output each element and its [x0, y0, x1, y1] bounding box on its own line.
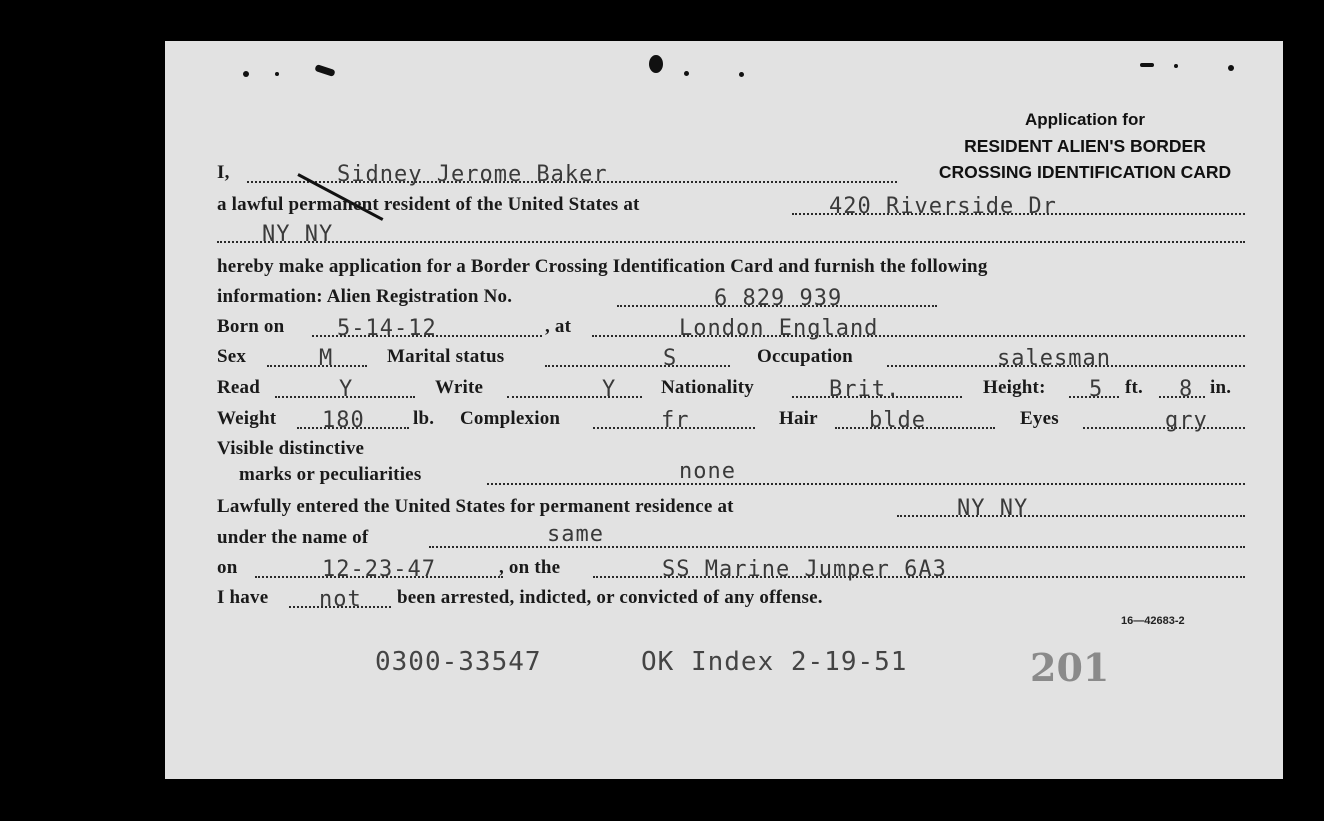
label-i-have: I have [217, 587, 269, 608]
label-ft: ft. [1125, 377, 1144, 398]
height-feet: 5 [1089, 377, 1104, 402]
speck [684, 71, 689, 76]
address: 420 Riverside Dr [829, 194, 1057, 219]
line-arrest [217, 582, 1245, 612]
line-birth [217, 311, 1245, 341]
label-read: Read [217, 377, 261, 398]
line-name [217, 157, 1245, 187]
entry-name: same [547, 522, 604, 547]
speck [1140, 63, 1154, 67]
hair: blde [869, 408, 926, 433]
entry-place: NY NY [957, 496, 1029, 521]
label-born-on: Born on [217, 316, 285, 337]
label-weight: Weight [217, 408, 277, 429]
label-arrested: been arrested, indicted, or convicted of any offense. [397, 587, 823, 608]
vessel: SS Marine Jumper 6A3 [662, 557, 947, 582]
label-hair: Hair [779, 408, 818, 429]
speck [1228, 65, 1234, 71]
weight: 180 [322, 408, 365, 433]
label-under-name: under the name of [217, 527, 369, 548]
dotted-line [897, 515, 1245, 517]
speck [243, 71, 249, 77]
title-line-2: RESIDENT ALIEN'S BORDER [964, 136, 1206, 156]
line-city [217, 217, 1245, 247]
applicant-name: Sidney Jerome Baker [337, 162, 608, 187]
dotted-line [217, 241, 1245, 243]
label-on-the: , on the [499, 557, 561, 578]
label-marital-status: Marital status [387, 346, 505, 367]
dotted-line [267, 365, 367, 367]
label-nationality: Nationality [661, 377, 754, 398]
line-application [217, 251, 1245, 281]
occupation: salesman [997, 346, 1111, 371]
label-height: Height: [983, 377, 1046, 398]
eyes: gry [1165, 408, 1208, 433]
height-inches: 8 [1179, 377, 1194, 402]
read: Y [339, 377, 354, 402]
line-weight-complexion-hair-eyes [217, 403, 1245, 433]
title-line-1: Application for [1025, 110, 1145, 129]
write: Y [602, 377, 617, 402]
arrest-status: not [319, 587, 362, 612]
nationality: Brit. [829, 377, 901, 402]
label-eyes: Eyes [1020, 408, 1059, 429]
speck [275, 72, 279, 76]
entry-date: 12-23-47 [322, 557, 436, 582]
birth-date: 5-14-12 [337, 316, 437, 341]
line-address [217, 189, 1245, 219]
dotted-line [1083, 427, 1245, 429]
sex: M [319, 346, 334, 371]
speck [1174, 64, 1178, 68]
label-lb: lb. [413, 408, 435, 429]
marks: none [679, 459, 736, 484]
application-card [165, 41, 1283, 779]
label-write: Write [435, 377, 484, 398]
title-line-3: CROSSING IDENTIFICATION CARD [938, 162, 1232, 182]
label-occupation: Occupation [757, 346, 853, 367]
label-lawful-resident: a lawful permanent resident of the United States at [217, 194, 640, 215]
file-number-stamp: 0300-33547 [375, 647, 542, 677]
label-complexion: Complexion [460, 408, 561, 429]
speck [739, 72, 744, 77]
marital-status: S [663, 346, 678, 371]
label-in: in. [1210, 377, 1232, 398]
line-read-write-nationality-height [217, 372, 1245, 402]
label-sex: Sex [217, 346, 247, 367]
complexion: fr [661, 408, 690, 433]
birth-place: London England [679, 316, 879, 341]
code-stamp: 201 [1030, 645, 1110, 690]
label-application: hereby make application for a Border Crossing Identification Card and furnish the following [217, 256, 988, 277]
speck [649, 55, 663, 73]
line-registration [217, 281, 1245, 311]
index-stamp: OK Index 2-19-51 [641, 647, 908, 677]
label-marks: marks or peculiarities [239, 464, 422, 485]
city: NY NY [262, 222, 334, 247]
line-sex-marital-occupation [217, 341, 1245, 371]
alien-registration-number: 6 829 939 [714, 286, 843, 311]
label-at: , at [545, 316, 572, 337]
line-lawfully-entered [217, 491, 1245, 521]
dotted-line [507, 396, 642, 398]
line-entry-date-vessel [217, 552, 1245, 582]
speck [314, 64, 335, 77]
line-marks [217, 459, 1245, 489]
form-number: 16—42683-2 [1121, 615, 1185, 627]
dotted-line [545, 365, 730, 367]
label-information: information: Alien Registration No. [217, 286, 513, 307]
label-visible-distinctive: Visible distinctive [217, 438, 365, 459]
label-i: I, [217, 162, 230, 183]
dotted-line [487, 483, 1245, 485]
label-on: on [217, 557, 238, 578]
line-under-name [217, 522, 1245, 552]
label-lawfully-entered: Lawfully entered the United States for permanent residence at [217, 496, 734, 517]
